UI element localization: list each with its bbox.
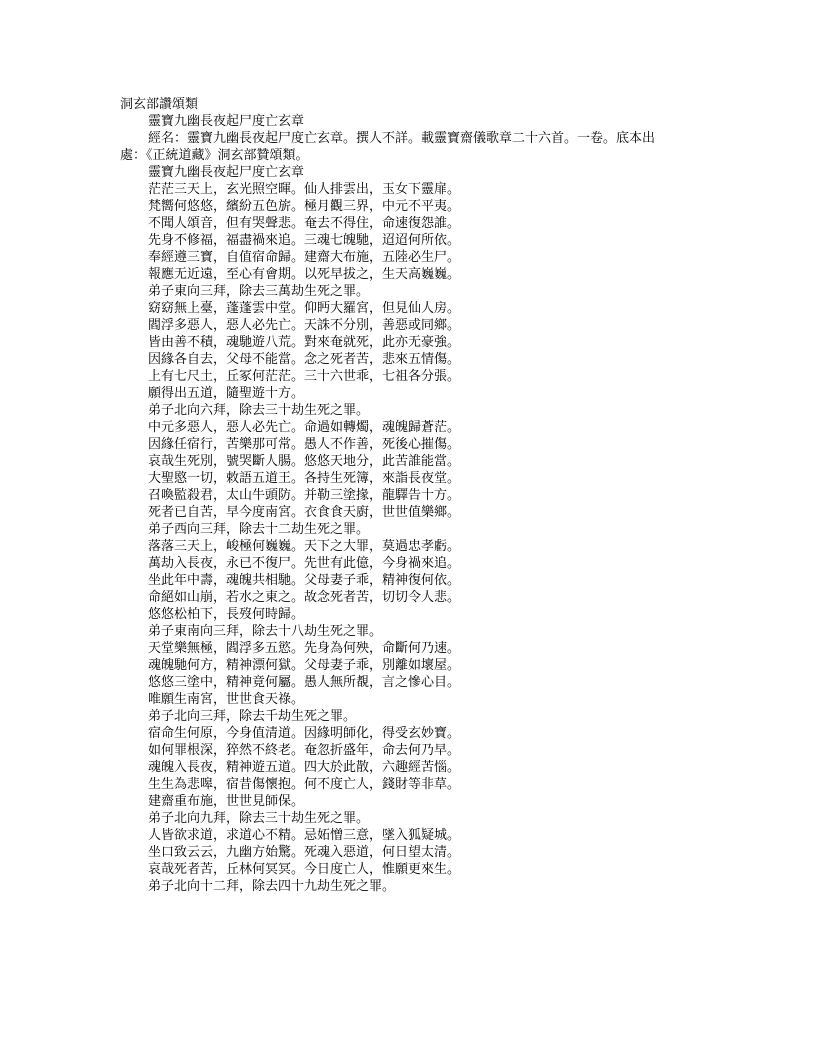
verse-line: 弟子西向三拜，除去十二劫生死之罪。: [148, 522, 370, 537]
verse-line: 閻浮多惡人，惡人必先亡。天誅不分別，善惡或同鄉。: [148, 318, 461, 333]
verse-line: 人皆欲求道，求道心不精。忌妬憎三意，墜入狐疑城。: [148, 828, 461, 843]
verse-line: 唯願生南宮，世世食天祿。: [148, 692, 305, 707]
verse-line: 因緣各自去，父母不能當。念之死者苦，悲來五情傷。: [148, 352, 461, 367]
section-heading: 洞玄部讚頌類: [120, 97, 199, 112]
verse-line: 悠悠松柏下，長歿何時歸。: [148, 607, 305, 622]
verse-line: 死者已自苦，早今度南宮。衣食食天廚，世世值樂鄉。: [148, 505, 461, 520]
verse-line: 宿命生何原，今身值清道。因緣明師化，得受玄妙寶。: [148, 726, 461, 741]
verse-line: 坐此年中壽，魂魄共相馳。父母妻子乖，精神復何依。: [148, 573, 461, 588]
verse-line: 悠悠三塗中，精神竟何屬。愚人無所覩，言之慘心目。: [148, 675, 461, 690]
verse-line: 願得出五道，隨聖遊十方。: [148, 386, 305, 401]
verse-line: 魂魄入長夜，精神遊五道。四大於此散，六趣經苦惱。: [148, 760, 461, 775]
document-subtitle: 靈寶九幽長夜起尸度亡玄章: [148, 165, 305, 180]
verse-line: 弟子東向三拜，除去三萬劫生死之罪。: [148, 284, 370, 299]
metadata-line-1: 經名：靈寶九幽長夜起尸度亡玄章。撰人不詳。載靈寶齋儀歌章二十六首。一卷。底本出: [148, 131, 656, 146]
verse-line: 落落三天上，峻極何巍巍。天下之大罪，莫過忠孝虧。: [148, 539, 461, 554]
document-title: 靈寶九幽長夜起尸度亡玄章: [148, 114, 305, 129]
verse-line: 報應无近遠，至心有會期。以死早拔之，生天高巍巍。: [148, 267, 461, 282]
verse-line: 魂魄馳何方，精神漂何獄。父母妻子乖，別離如壞屋。: [148, 658, 461, 673]
verse-line: 因緣任宿行，苦樂那可常。愚人不作善，死後心摧傷。: [148, 437, 461, 452]
verse-line: 萬劫入長夜，永已不復尸。先世有此億，今身禍來追。: [148, 556, 461, 571]
verse-line: 弟子北向九拜，除去三十劫生死之罪。: [148, 811, 370, 826]
verse-line: 弟子東南向三拜，除去十八劫生死之罪。: [148, 624, 383, 639]
verse-line: 弟子北向十二拜，除去四十九劫生死之罪。: [148, 879, 396, 894]
verse-line: 窈窈無上臺，蓬蓬雲中堂。仰眄大羅宮，但見仙人房。: [148, 301, 461, 316]
verse-line: 建齋重布施，世世見師保。: [148, 794, 305, 809]
verse-line: 弟子北向六拜，除去三十劫生死之罪。: [148, 403, 370, 418]
verse-line: 哀哉生死別，號哭斷人腸。悠悠天地分，此苦誰能當。: [148, 454, 461, 469]
verse-line: 召喚監殺君，太山牛頭防。并勒三塗掾，龍驛告十方。: [148, 488, 461, 503]
metadata-line-2: 處：《正統道藏》洞玄部贊頌類。: [120, 148, 309, 163]
verse-line: 上有七尺土，丘冢何茫茫。三十六世乖，七祖各分張。: [148, 369, 461, 384]
verse-line: 弟子北向三拜，除去千劫生死之罪。: [148, 709, 357, 724]
verse-line: 不聞人頌音，但有哭聲悲。奄去不得住，命速復怨誰。: [148, 216, 461, 231]
verse-line: 生生為悲嗥，宿昔傷懷抱。何不度亡人，錢財等非草。: [148, 777, 461, 792]
verse-line: 中元多惡人，惡人必先亡。命過如轉燭，魂魄歸蒼茫。: [148, 420, 461, 435]
verse-line: 如何罪根深，猝然不終老。奄忽折盛年，命去何乃早。: [148, 743, 461, 758]
verse-line: 先身不修福，福盡禍來追。三魂七魄馳，迢迢何所依。: [148, 233, 461, 248]
verse-line: 梵嚮何悠悠，繽紛五色旂。極月觀三界，中元不平夷。: [148, 199, 461, 214]
verse-line: 天堂樂無極，閻浮多五慾。先身為何殃，命斷何乃速。: [148, 641, 461, 656]
verse-line: 命絕如山崩，若水之東之。故念死者苦，切切令人悲。: [148, 590, 461, 605]
verse-line: 奉經遵三寶，自值宿命歸。建齋大布施，五陸必生尸。: [148, 250, 461, 265]
verse-line: 皆由善不積，魂馳遊八荒。對來奄就死，此亦无豪強。: [148, 335, 461, 350]
verse-line: 哀哉死者苦，丘林何冥冥。今日度亡人，惟願更來生。: [148, 862, 461, 877]
verse-line: 大聖愍一切，敕語五道王。各持生死簿，來詣長夜堂。: [148, 471, 461, 486]
verse-line: 茫茫三天上，玄光照空暉。仙人排雲出，玉女下靈扉。: [148, 182, 461, 197]
verse-line: 坐口致云云，九幽方始驚。死魂入惡道，何日望太清。: [148, 845, 461, 860]
